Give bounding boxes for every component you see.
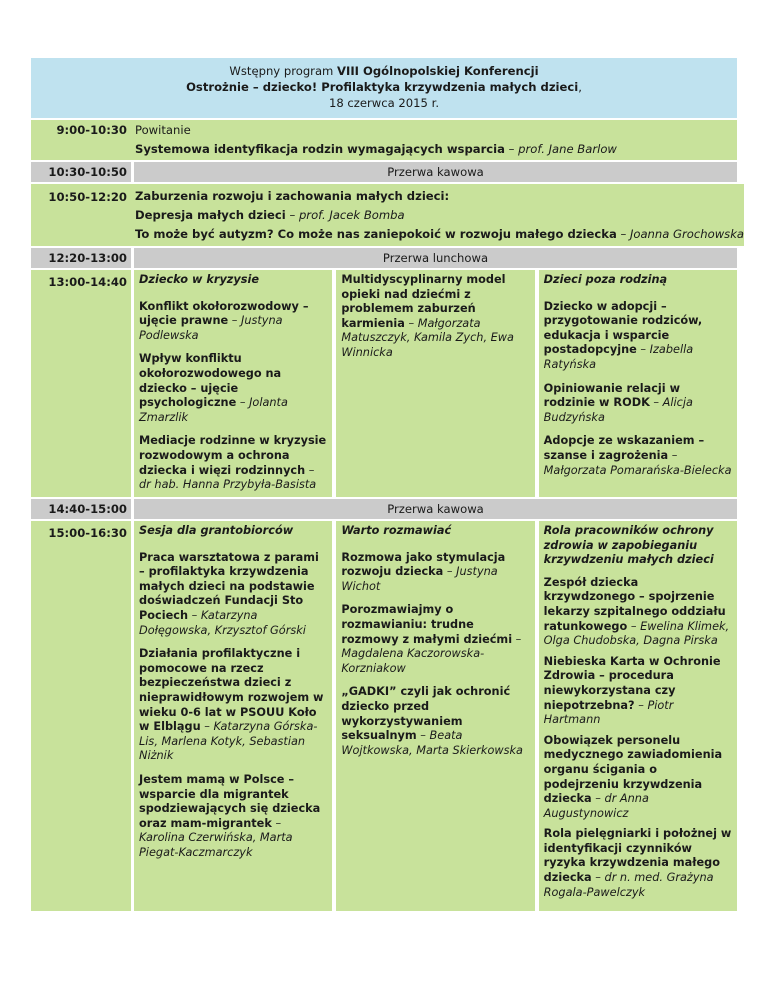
talk-title: Wpływ konfliktu okołorozwodowego na dziecko – ujęcie psychologiczne <box>139 352 282 410</box>
session-time: 9:00-10:30 <box>31 120 131 160</box>
separator: – <box>504 142 519 156</box>
session-row <box>31 521 737 911</box>
header-line-1-bold: VIII Ogólnopolskiej Konferencji <box>337 64 539 78</box>
track-column <box>134 270 332 497</box>
break-row <box>31 248 737 268</box>
session-time: 10:50-12:20 <box>31 184 131 246</box>
session-time: 13:00-14:40 <box>31 270 131 497</box>
session-row <box>31 120 737 160</box>
break-row <box>31 162 737 182</box>
talk-title: Działania profilaktyczne i pomocowe na rzecz bezpieczeństwa dzieci z nieprawidłowym rozwojem w wieku 0-6 lat w PSOUU Koło w Elblągu <box>139 647 324 734</box>
talk-item <box>139 773 327 861</box>
talk-title: Jestem mamą w Polsce – wsparcie dla migrantek spodziewających się dziecka oraz mam-migrantek <box>139 772 321 830</box>
talk-title: Porozmawiajmy o rozmawianiu: trudne rozmowy z małymi dziećmi <box>341 603 513 646</box>
session-row <box>31 270 737 497</box>
header-line-1-pre: Wstępny program <box>229 64 338 78</box>
track-column <box>539 270 737 497</box>
talk-author: – dr Anna Augustynowicz <box>543 792 649 820</box>
talk-title: Dziecko w adopcji – przygotowanie rodziców, edukacja i wsparcie postadopcyjne <box>543 299 703 357</box>
parallel-tracks <box>134 270 737 497</box>
talk-title: Mediacje rodzinne w kryzysie rozwodowym a ochrona dziecka i więzi rodzinnych <box>139 434 327 477</box>
talk-item <box>341 685 529 758</box>
talk-item <box>544 576 732 649</box>
talk-author: prof. Jacek Bomba <box>298 208 405 222</box>
header-line-1 <box>31 63 737 79</box>
talk-title: Depresja małych dzieci <box>135 208 286 222</box>
talk-author: – Beata Wojtkowska, Marta Skierkowska <box>341 729 523 757</box>
talk-title: Praca warsztatowa z parami – profilaktyka krzywdzenia małych dzieci na podstawie doświadczeń Fundacji Sto Pociech <box>139 550 319 622</box>
talk-title: Rola pielęgniarki i położnej w identyfikacji czynników ryzyka krzywdzenia małego dziecka <box>543 827 732 885</box>
session-row <box>31 184 745 246</box>
talk-title: Multidyscyplinarny model opieki nad dziećmi z problemem zaburzeń karmienia <box>341 273 506 330</box>
talk-author: – Alicja Budzyńska <box>543 396 693 424</box>
separator: – <box>616 227 630 241</box>
talk-author: – dr n. med. Grażyna Rogala-Pawelczyk <box>543 871 714 899</box>
talk-author: Joanna Grochowska <box>629 227 745 241</box>
track-title: Dziecko w kryzysie <box>139 273 260 286</box>
talk-title: To może być autyzm? Co może nas zaniepokoić w rozwoju małego dziecka <box>135 227 617 241</box>
header-line-2 <box>31 79 737 95</box>
break-label: Przerwa kawowa <box>134 162 737 182</box>
track-column <box>336 270 534 497</box>
track-title: Sesja dla grantobiorców <box>139 524 294 537</box>
talk-item <box>341 551 529 595</box>
talk-author: – Jolanta Zmarzlik <box>139 396 288 424</box>
talk-item <box>544 434 732 478</box>
session-item <box>131 225 744 244</box>
talk-title: Rozmowa jako stymulacja rozwoju dziecka <box>341 550 506 579</box>
session-time: 15:00-16:30 <box>31 521 131 911</box>
talk-author: – Piotr Hartmann <box>543 698 674 727</box>
break-label: Przerwa kawowa <box>134 499 737 519</box>
program-header <box>31 58 737 118</box>
talk-author: – Magdalena Kaczorowska-Korzniakow <box>341 632 522 675</box>
talk-item <box>544 655 732 728</box>
header-line-2-post: , <box>578 80 582 94</box>
talk-item <box>139 647 327 764</box>
separator: – <box>285 208 299 222</box>
track-title: Dzieci poza rodziną <box>543 273 668 286</box>
talk-author: – Katarzyna Dołęgowska, Krzysztof Górski <box>139 608 306 637</box>
talk-author: – Izabella Ratyńska <box>543 343 694 371</box>
talk-author: – Justyna Wichot <box>341 565 498 593</box>
break-time: 14:40-15:00 <box>31 499 131 519</box>
program-table <box>31 58 745 911</box>
session-item <box>131 140 737 159</box>
talk-author: – Ewelina Klimek, Olga Chudobska, Dagna Pirska <box>543 619 730 648</box>
talk-item <box>139 300 327 344</box>
track-column <box>539 521 737 911</box>
session-item <box>131 206 744 225</box>
talk-author: – dr hab. Hanna Przybyła-Basista <box>139 463 317 492</box>
break-time: 12:20-13:00 <box>31 248 131 268</box>
session-body <box>131 184 744 246</box>
talk-author: – Małgorzata Pomarańska-Bielecka <box>543 448 732 477</box>
talk-item <box>341 273 529 361</box>
talk-item <box>139 352 327 425</box>
session-body <box>131 120 737 160</box>
talk-item <box>544 382 732 426</box>
talk-title: Systemowa identyfikacja rodzin wymagających wsparcia <box>135 142 505 156</box>
talk-item <box>544 300 732 373</box>
talk-title: Opiniowanie relacji w rodzinie w RODK <box>543 381 681 410</box>
conference-date: 18 czerwca 2015 r. <box>328 96 440 110</box>
talk-title: „GADKI” czyli jak ochronić dziecko przed wykorzystywaniem seksualnym <box>341 685 511 743</box>
talk-author: – Katarzyna Górska-Lis, Marlena Kotyk, Sebastian Niżnik <box>139 720 318 763</box>
talk-author: – Małgorzata Matuszczyk, Kamila Zych, Ewa Winnicka <box>341 316 514 359</box>
track-column <box>134 521 332 911</box>
break-label: Przerwa lunchowa <box>134 248 737 268</box>
talk-item <box>544 734 732 822</box>
track-title: Rola pracowników ochrony zdrowia w zapobieganiu krzywdzeniu małych dzieci <box>543 524 714 567</box>
talk-author: prof. Jane Barlow <box>518 142 617 156</box>
talk-author: – Karolina Czerwińska, Marta Piegat-Kaczmarczyk <box>139 816 293 859</box>
talk-title: Obowiązek personelu medycznego zawiadomienia organu ścigania o podejrzeniu krzywdzenia dziecka <box>543 733 723 806</box>
talk-item <box>341 603 529 676</box>
talk-title: Adopcje ze wskazaniem – szanse i zagrożenia <box>543 434 705 462</box>
talk-title: Niebieska Karta w Ochronie Zdrowia – procedura niewykorzystana czy niepotrzebna? <box>543 654 721 712</box>
break-row <box>31 499 737 519</box>
session-item: Zaburzenia rozwoju i zachowania małych dzieci: <box>135 189 450 203</box>
parallel-tracks <box>134 521 737 911</box>
track-column <box>336 521 534 911</box>
talk-item <box>139 551 327 639</box>
track-title: Warto rozmawiać <box>341 524 452 537</box>
talk-title: Zespół dziecka krzywdzonego – spojrzenie lekarzy szpitalnego oddziału ratunkowego <box>543 575 726 633</box>
talk-item <box>544 827 732 900</box>
session-item: Powitanie <box>135 123 191 137</box>
talk-item <box>139 434 327 492</box>
conference-title: Ostrożnie – dziecko! Profilaktyka krzywdzenia małych dzieci <box>186 80 579 94</box>
talk-title: Konflikt okołorozwodowy – ujęcie prawne <box>139 299 309 328</box>
talk-author: – Justyna Podlewska <box>139 314 283 342</box>
break-time: 10:30-10:50 <box>31 162 131 182</box>
